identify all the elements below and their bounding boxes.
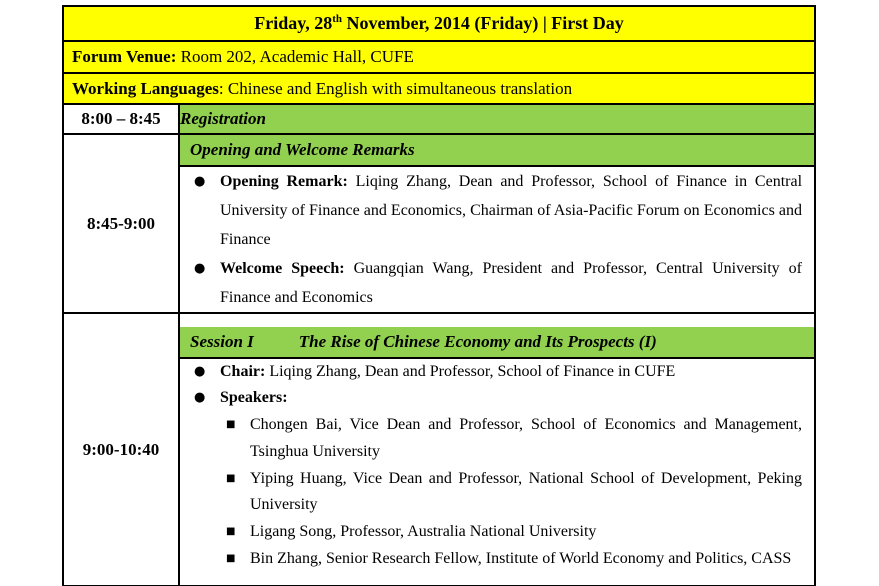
speaker-item xyxy=(180,519,802,546)
registration-header: Registration xyxy=(179,104,815,134)
speaker-item xyxy=(180,546,802,573)
speaker-text: Ligang Song, Professor, Australia National University xyxy=(250,522,597,540)
venue-value: Room 202, Academic Hall, CUFE xyxy=(176,47,414,66)
list-item-speakers xyxy=(180,385,802,412)
square-bullet-icon: ■ xyxy=(226,552,236,564)
bullet-icon: ● xyxy=(194,174,206,189)
languages-cell xyxy=(63,73,815,104)
venue-cell xyxy=(63,41,815,73)
agenda-table xyxy=(62,5,816,586)
square-bullet-icon: ■ xyxy=(226,472,236,484)
item-label: Welcome Speech: xyxy=(220,260,345,277)
opening-content-cell xyxy=(179,134,815,313)
item-text: Liqing Zhang, Dean and Professor, School of Finance in CUFE xyxy=(265,362,676,380)
list-item-welcome-speech xyxy=(180,254,802,312)
item-label: Opening Remark: xyxy=(220,173,348,190)
speaker-text: Chongen Bai, Vice Dean and Professor, School of Economics and Management, Tsinghua University xyxy=(250,416,802,460)
session1-content-cell xyxy=(179,313,815,586)
time-cell-session1: 9:00-10:40 xyxy=(63,313,179,586)
opening-row xyxy=(63,134,815,313)
day-title-row xyxy=(63,6,815,41)
time-cell-registration: 8:00 – 8:45 xyxy=(63,104,179,134)
session-number: Session I xyxy=(190,331,254,351)
bullet-icon: ● xyxy=(194,390,206,406)
item-label: Speakers: xyxy=(220,389,288,407)
day-title-text: Friday, 28 xyxy=(254,13,333,33)
speaker-text: Yiping Huang, Vice Dean and Professor, National School of Development, Peking University xyxy=(250,469,802,514)
languages-value: : Chinese and English with simultaneous translation xyxy=(218,78,573,98)
item-label: Chair: xyxy=(220,362,266,380)
speaker-item xyxy=(180,412,802,465)
opening-items xyxy=(180,167,814,312)
item-text: Guangqian Wang, President and Professor, Central University of Finance and Economics xyxy=(220,260,803,306)
opening-section-header: Opening and Welcome Remarks xyxy=(180,135,814,167)
bullet-icon: ● xyxy=(194,261,206,276)
square-bullet-icon: ■ xyxy=(226,525,236,537)
day-title-rest: November, 2014 (Friday) | First Day xyxy=(342,13,624,33)
item-text: Liqing Zhang, Dean and Professor, School of Finance in Central University of Finance and Economics, Chairman of Asia-Pacific Forum on Economics and Finance xyxy=(220,173,803,248)
venue-label: Forum Venue: xyxy=(72,47,177,66)
languages-label: Working Languages xyxy=(72,78,219,98)
languages-row xyxy=(63,73,815,104)
day-title-ordinal: th xyxy=(332,13,343,25)
square-bullet-icon: ■ xyxy=(226,419,236,431)
registration-row xyxy=(63,104,815,134)
session1-row xyxy=(63,313,815,586)
session1-items xyxy=(180,359,814,573)
list-item-chair xyxy=(180,359,802,386)
speaker-item xyxy=(180,466,802,519)
list-item-opening-remark xyxy=(180,167,802,254)
session-title: The Rise of Chinese Economy and Its Prospects (I) xyxy=(298,331,657,351)
session1-section-header xyxy=(180,327,814,359)
day-title-cell xyxy=(63,6,815,41)
bullet-icon: ● xyxy=(194,363,206,379)
speaker-text: Bin Zhang, Senior Research Fellow, Institute of World Economy and Politics, CASS xyxy=(250,549,792,567)
time-cell-opening: 8:45-9:00 xyxy=(63,134,179,313)
venue-row xyxy=(63,41,815,73)
